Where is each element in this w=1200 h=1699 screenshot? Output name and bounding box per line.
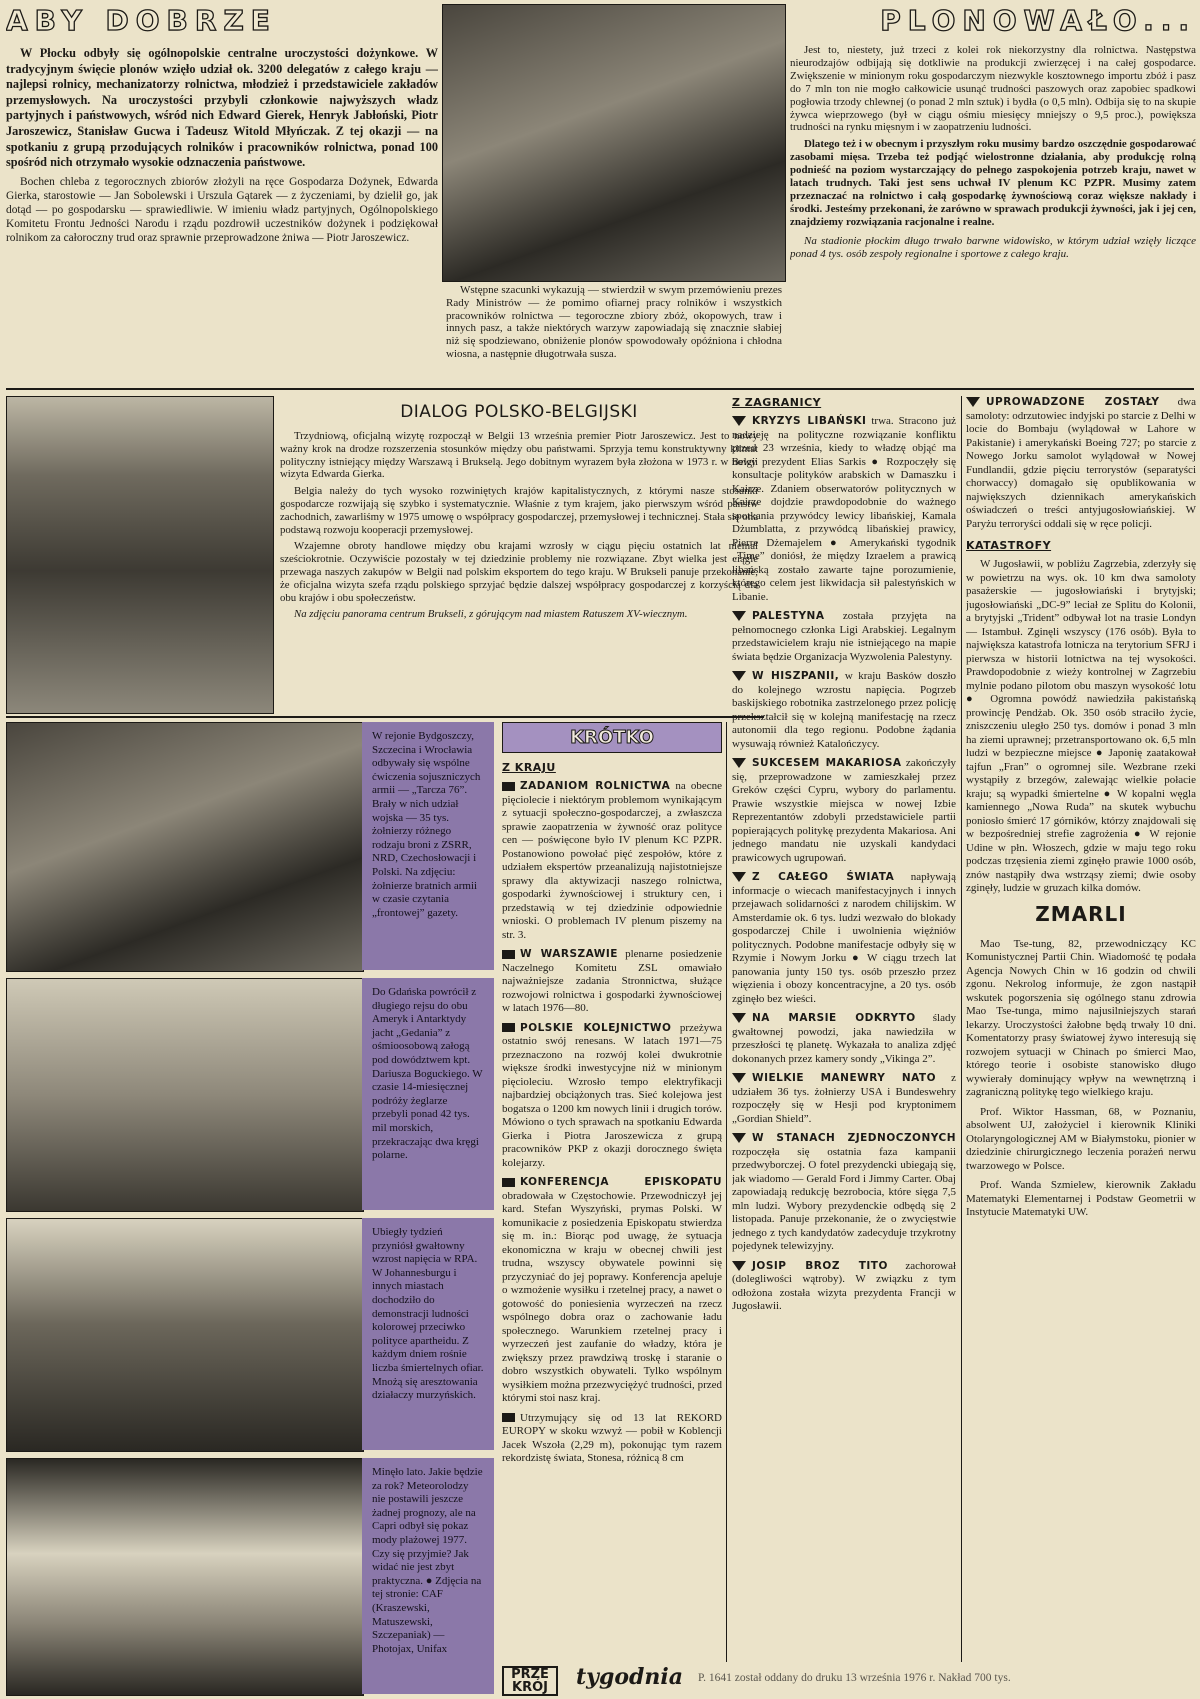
- vertical-rule: [726, 722, 727, 1662]
- obituary-entry: Mao Tse-tung, 82, przewodniczący KC Komunistycznej Partii Chin. Wiadomość tę podała Agencja Nowych Chin w 16 godzin od chwili zgonu. Nekrolog informuje, że zgon nastąpił wskutek pogorszenia się ogólnego stanu zdrowia Mao Tse-tunga, mimo najusilniejszych starań lekarzy. Uroczystości żałobne będą trwały 10 dni. Komentatorzy prasy światowej żywo interesują się rozwojem sytuacji w Chinach po śmierci Mao, którego teorie i osobiste stanowisko długo wywierały dominujący wpływ na wewnętrzną i zagraniczną politykę tego wielkiego kraju.: [966, 937, 1196, 1098]
- entry-text: ślady gwałtownej powodzi, jaka nawiedziła w przeszłości tę planetę. Wykazała to analiza zdjęć dokonanych przez kamery sondy „Vikinga 2”.: [732, 1012, 956, 1065]
- caption-text: Minęło lato. Jakie będzie za rok? Meteorolodzy nie postawili jeszcze żadnej prognozy, ale na Capri odbył się pokaz mody plażowej 1977. Czy się przyjmie? Jak widać nie jest zbyt praktyczna. ● Zdjęcia na tej stronie: CAF (Kraszewski, Matuszewski, Szczepaniak) — Photojax, Unifax: [372, 1466, 483, 1655]
- top-right-article: [790, 4, 1196, 384]
- footer: [502, 1664, 1196, 1696]
- news-entry: W Jugosławii, w pobliżu Zagrzebia, zderzyły się w powietrzu na wys. ok. 10 km dwa samoloty pasażerskie — jugosłowiański i brytyjski; jugosłowiański „DC-9” leciał ze Splitu do Kolonii, a brytyjski „Trident” odbywał lot na trasie Londyn — Istambuł. Zginęli wszyscy (176 osób). Była to największa katastrofa lotnicza na terytorium SFRJ i pierwsza w historii lotnictwa na tej wysokości. Prawdopodobnie z wieży kontrolnej w Zagrzebiu mylnie podano pilotom obu maszyn wysokość lotu ● Ogromna powódź nawiedziła pakistańską prowincję Pendżab. Ok. 350 osób straciło życie, zniszczeniu uległo 250 tys. domów i ponad 3 mln ha ziemi uprawnej; przetransportowano ok. 6,5 mln ludzi w bezpieczne miejsce ● Japonię zaatakował tajfun „Fran” o ogromnej sile. Wezbrane rzeki wystąpiły z brzegów, zalewając wielkie połacie kraju; są wypadki śmiertelne ● W kopalni węgla kamiennego „Nowa Ruda” na skutek wybuchu poniosło śmierć 17 górników, którzy znajdowali się w bezpośredniej strefie zagrożenia ● W rejonie Udine w płn. Włoszech, gdzie w maju tego roku podczas trzęsienia ziemi zginęło prawie 1000 osób, znów nastąpiły dwa wstrząsy ziemi; dwie osoby zginęły, ludzie w gruzach kilka domów.: [966, 558, 1196, 894]
- zmarli-title: ZMARLI: [1035, 901, 1127, 926]
- news-entry: [502, 1022, 722, 1171]
- triangle-bullet-icon: [732, 872, 746, 882]
- entry-head: W WARSZAWIE: [520, 948, 618, 960]
- obituary-entry: Prof. Wanda Szmielew, kierownik Zakładu Matematyki Elementarnej i Podstaw Geometrii w Instytucie Matematyki UW.: [966, 1179, 1196, 1218]
- zagranicy-column: [732, 396, 956, 1662]
- caption-fashion: [362, 1458, 494, 1694]
- headline-left: ABY DOBRZE: [6, 4, 277, 37]
- entry-text: na obecne pięciolecie i niektórym problemom wynikającym z sytuacji społeczno-gospodarczej, a zwłaszcza sprawie zaopatrzenia w żywność oraz polityce cen — poświęcone było IV plenum KC PZPR. Postanowiono powołać pięć zespołów, które z udziałem ekspertów przeanalizują najistotniejsze sprawy dla aktywizacji naszego rolnictwa, gospodarki żywnościowej i struktury cen, i przedstawią w tej dziedzinie odpowiednie wnioski. O problemach IV plenum piszemy na str. 3.: [502, 780, 722, 941]
- caption-tarcza: [362, 722, 494, 970]
- center-paragraph: Wstępne szacunki wykazują — stwierdził w swym przemówieniu prezes Rady Ministrów — że pomimo ofiarnej pracy rolników i wszystkich pracowników rolnictwa — tegoroczne zbiory zbóż, okopowych, traw i innych pasz, a także niektórych warzyw zapowiadają się znacznie słabiej niż się spodziewano, obniżenie plonów spowodowały opóźniona i chłodna wiosna, a następnie długotrwała susza.: [446, 284, 782, 360]
- news-entry: [732, 1072, 956, 1126]
- horizontal-rule: [6, 716, 764, 718]
- square-bullet-icon: [502, 950, 515, 959]
- entry-head: Z CAŁEGO ŚWIATA: [752, 871, 895, 883]
- news-entry: [732, 610, 956, 664]
- section-katastrofy: KATASTROFY: [966, 539, 1052, 552]
- entry-head: UPROWADZONE ZOSTAŁY: [986, 396, 1160, 408]
- headline-right: PLONOWAŁO...: [880, 4, 1196, 37]
- rpa-photo: [6, 1218, 364, 1452]
- news-entry: [732, 415, 956, 604]
- news-entry: [966, 396, 1196, 531]
- triangle-bullet-icon: [732, 611, 746, 621]
- news-entry: [502, 948, 722, 1016]
- square-bullet-icon: [502, 1023, 515, 1032]
- right-paragraph: Jest to, niestety, już trzeci z kolei rok niekorzystny dla rolnictwa. Następstwa nieurodzajów odbijają się dotkliwie na produkcji zwierzęcej i na całej gospodarce. Zwiększenie w minionym roku gospodarczym niezwykle kosztownego importu zbóż i pasz do 7 mln ton nie mogło całkowicie usunąć trudności paszowych oraz zapobiec spadkowi pogłowia trzody chlewnej (o ponad 2 mln sztuk) i bydła (o 0,5 mln). Odbija się to na skupie żywca wieprzowego (był w ciągu ośmiu miesięcy mniejszy o 9,5 proc.), powiększa trudności na rynku mięsnym i w zaopatrzeniu ludności.: [790, 44, 1196, 134]
- caption-rpa: [362, 1218, 494, 1450]
- news-entry: [502, 780, 722, 942]
- entry-text: dwa samoloty: odrzutowiec indyjski po starcie z Delhi w locie do Bombaju (wylądował w Lahore w Pakistanie) i amerykański Boeing 727; po starcie z Nowego Jorku samolot wylądował w Nowej Fundlandii, gdzie pięciu terrorystów (separatyści chorwaccy) domagało się opublikowania w największych dziennikach amerykańskich oświadczeń o treści antyjugosłowiańskiej. W Paryżu terroryści oddali się w ręce policji.: [966, 396, 1196, 530]
- triangle-bullet-icon: [732, 758, 746, 768]
- entry-head: WIELKIE MANEWRY NATO: [752, 1072, 937, 1084]
- caption-text: W rejonie Bydgoszczy, Szczecina i Wrocławia odbywały się wspólne ćwiczenia sojuszniczych armii — „Tarcza 76”. Brały w nich udział wojska — 35 tys. żołnierzy różnego rodzaju broni z ZSRR, NRD, Czechosłowacji i Polski. Na zdjęciu: żołnierze bratnich armii w czasie czytania „frontowej” gazety.: [372, 730, 481, 919]
- news-entry: [732, 1260, 956, 1314]
- triangle-bullet-icon: [732, 1133, 746, 1143]
- news-entry: [732, 757, 956, 865]
- krotko-title: KRÓTKO: [502, 722, 722, 753]
- square-bullet-icon: [502, 782, 515, 791]
- entry-head: ZADANIOM ROLNICTWA: [520, 780, 671, 792]
- triangle-bullet-icon: [732, 1013, 746, 1023]
- entry-text: w kraju Basków doszło do kolejnego wzrostu napięcia. Pogrzeb baskijskiego robotnika zastrzelonego przez policję przekształcił się w kolejną manifestację na rzecz autonomii dla tego regionu. Podobne żądania wysuwają również Katalończycy.: [732, 670, 956, 750]
- section-z-zagranicy: Z ZAGRANICY: [732, 396, 822, 409]
- entry-text: zachorował (dolegliwości wątroby). W związku z tym odłożona została wizyta prezydenta Francji w Jugosławii.: [732, 1259, 956, 1312]
- stadium-caption: Na stadionie płockim długo trwało barwne widowisko, w którym udział wzięły liczące ponad 4 tys. osób zespoły regionalne i sportowe z całego kraju.: [790, 234, 1196, 261]
- entry-text: rozpoczęła się ostatnia faza kampanii przedwyborczej. O fotel prezydencki ubiegają się, jak wiadomo — Gerald Ford i Jimmy Carter. Obaj zapowiadają redukcję bezrobocia, które sięga 7,5 mln ludzi. Wybory prezydenckie odbędą się 2 listopada. Panuje przekonanie, że o zwycięstwie jednego z tych kandydatów zadecyduje trzykrotny pojedynek telewizyjny.: [732, 1145, 956, 1252]
- vertical-rule: [961, 396, 962, 1662]
- caption-text: Ubiegły tydzień przyniósł gwałtowny wzrost napięcia w RPA. W Johannesburgu i innych miastach dochodziło do demonstracji ludności kolorowej przeciwko polityce apartheidu. Z każdym dniem rośnie liczba śmiertelnych ofiar. Mnożą się aresztowania działaczy murzyńskich.: [372, 1226, 484, 1402]
- triangle-bullet-icon: [732, 1261, 746, 1271]
- news-entry: [732, 670, 956, 751]
- brussels-caption: Na zdjęciu panorama centrum Brukseli, z górującym nad miastem Ratuszem XV-wiecznym.: [294, 608, 688, 621]
- news-entry: [502, 1412, 722, 1466]
- triangle-bullet-icon: [966, 397, 980, 407]
- entry-head: KRYZYS LIBAŃSKI: [752, 415, 867, 427]
- soldiers-photo: [6, 722, 364, 972]
- entry-head: PALESTYNA: [752, 610, 825, 622]
- entry-head: W STANACH ZJEDNOCZONYCH: [752, 1132, 956, 1144]
- imprint: P. 1641 został oddany do druku 13 września 1976 r. Nakład 700 tys.: [698, 1672, 1011, 1684]
- yacht-photo: [6, 978, 364, 1212]
- right-bold-paragraph: Dlatego też i w obecnym i przyszłym roku musimy bardzo oszczędnie gospodarować zasobami mięsa. Trzeba też podjąć wielostronne działania, aby produkcję rolną podnieść na poziom wystarczający do pełnego zaspokojenia potrzeb kraju, nawet w latach trudnych. Taki jest sens uchwał IV plenum KC PZPR. Musimy zatem przeznaczać na rolnictwo i całą gospodarkę żywnościową coraz większe nakłady i środki. Jesteśmy przekonani, że zarówno w sprawach produkcji żywności, jak i jej cen, znajdziemy rozwiązania racjonalne i realne.: [790, 138, 1196, 228]
- przekroj-logo: PRZE KRÓJ: [502, 1666, 558, 1696]
- tygodnia-logo: tygodnia: [576, 1664, 683, 1690]
- obituary-entry: Prof. Wiktor Hassman, 68, w Poznaniu, absolwent UJ, założyciel i kierownik Kliniki Otolaryngologicznej AM w Białymstoku, pionier w dziedzinie chirurgicznego leczenia porażeń nerwu twarzowego w Polsce.: [966, 1105, 1196, 1172]
- far-right-column: [966, 396, 1196, 1662]
- entry-text: Utrzymujący się od 13 lat REKORD EUROPY w skoku wzwyż — pobił w Koblencji Jacek Wszoła (2,29 m), pokonując tym razem rekordzistę świata, Stonesa, różnicą 8 cm: [502, 1411, 722, 1464]
- entry-head: JOSIP BROZ TITO: [752, 1259, 888, 1272]
- entry-text: z udziałem 36 tys. żołnierzy USA i Bundeswehry rozpoczęły się w Hesji pod kryptonimem „Gordian Shield”.: [732, 1072, 956, 1125]
- square-bullet-icon: [502, 1178, 515, 1187]
- news-entry: [502, 1176, 722, 1406]
- entry-head: KONFERENCJA EPISKOPATU: [520, 1176, 722, 1188]
- harvest-photo: [442, 4, 786, 282]
- krotko-column: [502, 722, 722, 1662]
- dialog-paragraph: Belgia należy do tych wysoko rozwiniętych krajów kapitalistycznych, z którymi nasze stosunki gospodarcze rozwijają się szybko i systematycznie. Właśnie z tym krajem, jako pierwszym wśród państw zachodnich, zawarliśmy w 1975 umowę o współpracy gospodarczej, przemysłowej i technicznej. Stała się ona podstawą rozwoju kooperacji przemysłowej.: [280, 485, 758, 536]
- entry-text: trwa. Stracono już nadzieję na polityczne rozwiązanie konfliktu przed 23 września, kiedy to władzę objąć ma nowy prezydent Elias Sarkis ● Rozpoczęły się konsultacje polityków arabskich w Damaszku i Kairze. Zdaniem obserwatorów politycznych w Kairze dojdzie prawdopodobnie do ważnego spotkania przywódcy lewicy libańskiej, Kamala Dżumblatta, z przywódcą libańskiej prawicy, Pierre Dżemajelem ● Amerykański tygodnik „Time” doniósł, że między Izraelem a prawicą libańską zostało zawarte tajne porozumienie, którego celem jest likwidacja sił palestyńskich w Libanie.: [732, 415, 956, 603]
- triangle-bullet-icon: [732, 416, 746, 426]
- fashion-photo: [6, 1458, 364, 1696]
- news-entry: [732, 1132, 956, 1254]
- square-bullet-icon: [502, 1413, 515, 1422]
- caption-gedania: [362, 978, 494, 1210]
- horizontal-rule: [6, 388, 1194, 390]
- triangle-bullet-icon: [732, 671, 746, 681]
- lead-paragraph: W Płocku odbyły się ogólnopolskie centralne uroczystości dożynkowe. W tradycyjnym święcie plonów wzięło udział ok. 3200 delegatów z całego kraju — najlepsi rolnicy, mechanizatorzy rolnictwa, młodzież i przedstawiciele zakładów przemysłowych. Na uroczystości przybyli członkowie najwyższych władz partyjnych i państwowych, wśród nich Edward Gierek, Henryk Jabłoński, Piotr Jaroszewicz, Stanisław Gucwa i Tadeusz Witold Młyńczak. Z tej okazji — na spotkaniu z grupą przodujących rolników i pracowników rolnictwa, ponad 100 spośród nich otrzymało wysokie odznaczenia państwowe.: [6, 46, 438, 170]
- article-paragraph: Bochen chleba z tegorocznych zbiorów złożyli na ręce Gospodarza Dożynek, Edwarda Gierka, starostowie — Jan Sobolewski i Urszula Gątarek — z życzeniami, by dzielił go, jak dotąd — po gospodarsku — sprawiedliwie. W imieniu władz partyjnych, Ogólnopolskiego Komitetu Frontu Jedności Narodu i rządu pozdrowił uczestników dożynek i podziękował rolnikom za całoroczny trud oraz sprawnie przeprowadzone żniwa — Piotr Jaroszewicz.: [6, 175, 438, 244]
- entry-head: W HISZPANII,: [752, 670, 840, 682]
- entry-text: napływają informacje o wiecach manifestacyjnych i innych przejawach solidarności z narodem chilijskim. W Amsterdamie ok. 6 tys. ludzi wezwało do blokady gospodarczej Chile i uwolnienia więźniów politycznych. Podobne manifestacje odbyły się w Rzymie i Nowym Jorku ● W ciągu trzech lat panowania junty 150 tys. osób przeszło przez więzienia i obozy koncentracyjne, a 20 tys. osób zginęło bez wieści.: [732, 871, 956, 1005]
- center-text: [446, 284, 782, 380]
- entry-text: zakończyły się, przeprowadzone w zamieszkałej przez Greków części Cypru, wybory do parlamentu. Prawie wszystkie miejsca w nowej Izbie Reprezentantów zdobyli przedstawiciele partii popierających politykę prezydenta Makariosa. Ani jednego mandatu nie uzyskali kandydaci prawicowych ugrupowań.: [732, 757, 956, 864]
- dialog-paragraph: Trzydniową, oficjalną wizytę rozpoczął w Belgii 13 września premier Piotr Jaroszewicz. Jest to nowy ważny krok na drodze rozszerzenia stosunków między obu państwami. Sprzyja temu konstruktywny klimat polityczny istniejący między Warszawą i Brukselą. Jego dobitnym wyrazem była złożona w 1973 r. w Belgii wizyta Edwarda Gierka.: [280, 430, 758, 481]
- entry-head: NA MARSIE ODKRYTO: [752, 1012, 916, 1024]
- brussels-photo: [6, 396, 274, 714]
- news-entry: [732, 1012, 956, 1066]
- section-z-kraju: Z KRAJU: [502, 761, 556, 774]
- triangle-bullet-icon: [732, 1073, 746, 1083]
- entry-head: POLSKIE KOLEJNICTWO: [520, 1021, 672, 1034]
- dialog-paragraph: Wzajemne obroty handlowe między obu krajami wzrosły w ciągu pięciu ostatnich lat niemal sześciokrotnie. Oczywiście pozostały w tej dziedzinie problemy nie rozwiązane. Zbyt wielka jest ciągle przewaga naszych zakupów w Belgii nad polskim eksportem do tego kraju. W Brukseli panuje przekonanie, że oficjalna wizyta szefa rządu polskiego sprzyjać będzie dalszej współpracy gospodarczej z korzyścią dla obu krajów i obu społeczeństw.: [280, 540, 758, 604]
- dialog-article: [280, 396, 758, 720]
- news-entry: [732, 871, 956, 1006]
- entry-text: przeżywa ostatnio swój renesans. W latach 1971—75 przeznaczono na rozwój kolei dwukrotnie większe środki inwestycyjne niż w minionym pięcioleciu. Wzrosło tempo elektryfikacji najbardziej obciążonych tras. Sieć kolejowa jest bogatsza o 1200 km nowych linii i drugich torów. Mówiono o tych sprawach na spotkaniu Edwarda Gierka i Piotra Jaroszewicza z grupą pracowników PKP z okazji dorocznego święta kolejarzy.: [502, 1021, 722, 1169]
- entry-head: SUKCESEM MAKARIOSA: [752, 757, 902, 769]
- dialog-title: DIALOG POLSKO-BELGIJSKI: [400, 402, 638, 422]
- entry-text: obradowała w Częstochowie. Przewodniczył jej kard. Stefan Wyszyński, prymas Polski. W komunikacie z posiedzenia Episkopatu stwierdza się m. in.: Biorąc pod uwagę, że sytuacja ekonomiczna w kraju w obecnej chwili jest trudna, wszyscy obywatele powinni się przyczyniać do jej poprawy. Konferencja apeluje o wzmożenie wysiłku i rzetelnej pracy, a nawet o gotowość do poniesienia wyrzeczeń na rzecz wspólnego dobra oraz o zachowanie ładu społecznego. Warunkiem rzetelnej pracy i wyrzeczeń jest zaufanie do władzy, która je zwiększy przez prawdziwą troskę i staranie o dobro wszystkich obywateli. Tylko wspólnym wysiłkiem można przezwyciężyć trudności, przed którymi stoi nasz kraj.: [502, 1189, 722, 1404]
- entry-text: została przyjęta na pełnomocnego członka Ligi Arabskiej. Legalnym przedstawicielem kraju nie istniejącego na mapie świata będzie Organizacja Wyzwolenia Palestyny.: [732, 610, 956, 663]
- caption-text: Do Gdańska powrócił z długiego rejsu do obu Ameryk i Antarktydy jacht „Gedania” z ośmioosobową załogą pod dowództwem kpt. Dariusza Boguckiego. W czasie 14-miesięcznej podróży żeglarze przebyli ponad 42 tys. mil morskich, przekraczając dwa kręgi polarne.: [372, 986, 483, 1162]
- entry-text: plenarne posiedzenie Naczelnego Komitetu ZSL omawiało najważniejsze zadania Stronnictwa, służące rozwojowi rolnictwa i gospodarki żywnościowej w latach 1976—80.: [502, 948, 722, 1014]
